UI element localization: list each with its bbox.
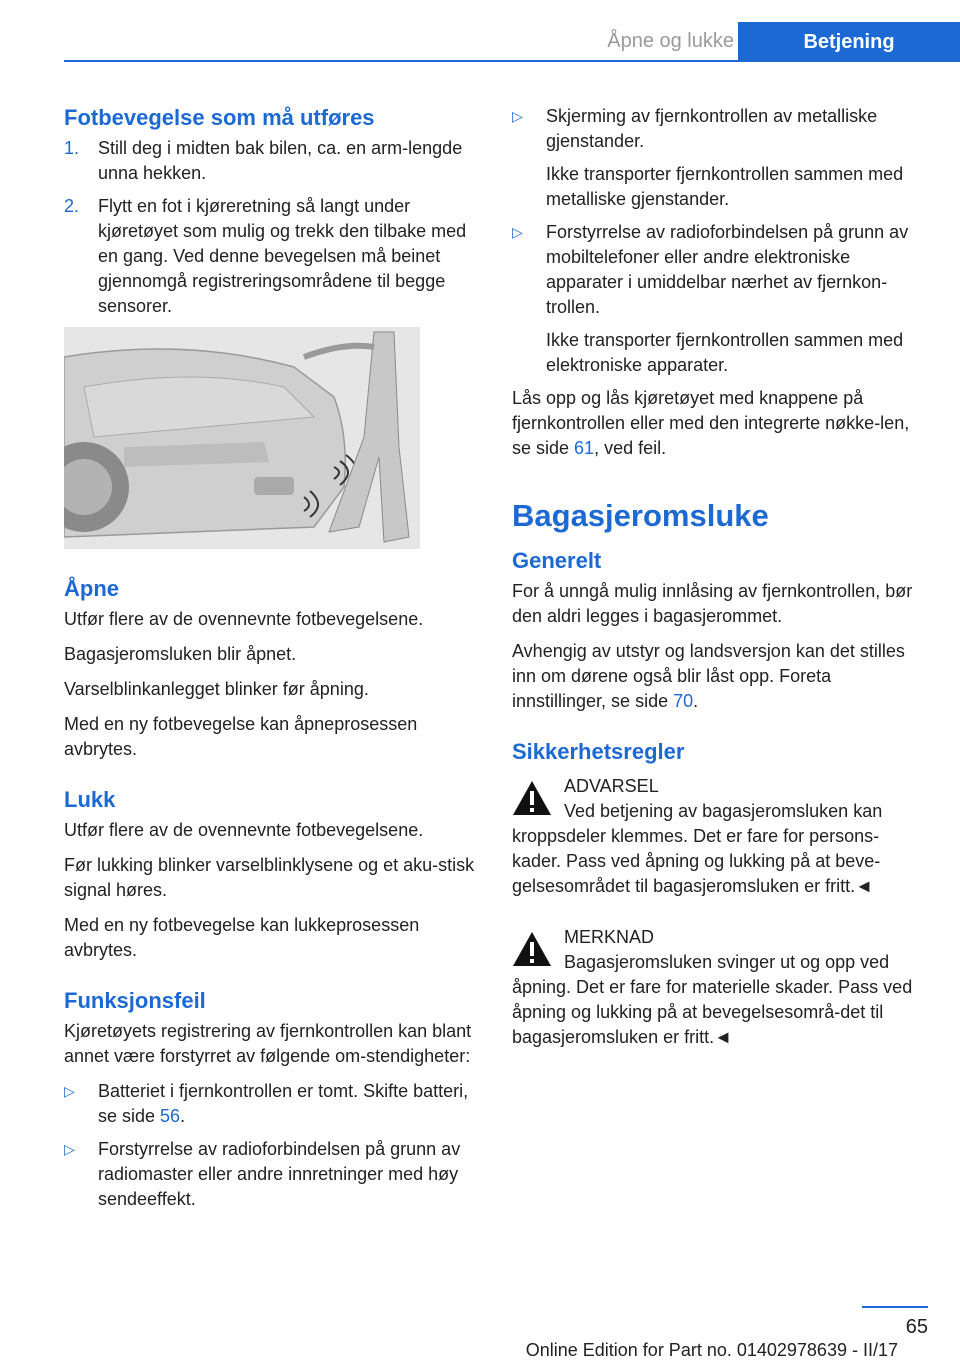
step-number: 1. — [64, 138, 80, 158]
page-number: 65 — [905, 1316, 928, 1338]
bullet-end: . — [180, 1106, 186, 1126]
general-text: Avhengig av utstyr og landsversjon kan det stilles inn om dørene også blir låst opp. Foreta innstillinger, se side — [512, 641, 905, 711]
warning-triangle-icon — [512, 780, 552, 816]
warning-block-1 — [512, 774, 928, 899]
bullet-text: Skjerming av fjernkontrollen av metalliske gjenstander. — [546, 106, 878, 151]
header-rule — [64, 60, 960, 62]
triangle-bullet-icon: ▷ — [512, 108, 523, 124]
safety-title: Sikkerhetsregler — [512, 739, 685, 764]
page-header — [64, 22, 960, 62]
foot-gesture-illustration — [64, 327, 420, 549]
right-column — [512, 104, 928, 1076]
general-title: Generelt — [512, 548, 602, 573]
general-paragraph-1: For å unngå mulig innlåsing av fjernkontrollen, bør den aldri legges i bagasjerommet. — [512, 581, 913, 626]
bullet-subtext: Ikke transporter fjernkontrollen sammen med elektroniske apparater. — [546, 330, 904, 375]
page-link-61[interactable]: 61 — [574, 438, 595, 458]
lock-text: Lås opp og lås kjøretøyet med knappene på fjernkontrollen eller med den integrerte nøkke-len, se side — [512, 388, 910, 458]
open-paragraph-1: Utfør flere av de ovennevnte fotbevegelsene. — [64, 609, 424, 629]
close-paragraph-1: Utfør flere av de ovennevnte fotbevegelsene. — [64, 820, 424, 840]
footer-rule — [862, 1306, 928, 1308]
close-title: Lukk — [64, 787, 116, 812]
fault-title: Funksjonsfeil — [64, 988, 206, 1013]
step-1 — [64, 136, 480, 186]
page-link-56[interactable]: 56 — [160, 1106, 181, 1126]
fault-bullet-1 — [64, 1079, 480, 1129]
fault-bullet-2 — [64, 1137, 480, 1212]
step-text: Still deg i midten bak bilen, ca. en arm-lengde unna hekken. — [98, 138, 463, 183]
bullet-text: Forstyrrelse av radioforbindelsen på grunn av mobiltelefoner eller andre elektroniske apparater i umiddelbar nærhet av fjernkon-trollen. — [546, 222, 909, 317]
main-title: Bagasjeromsluke — [512, 498, 769, 533]
foot-movement-title: Fotbevegelse som må utføres — [64, 105, 375, 130]
bullet-text: Forstyrrelse av radioforbindelsen på grunn av radiomaster eller andre innretninger med høy sendeeffekt. — [98, 1139, 461, 1209]
page-footer — [500, 1306, 928, 1366]
bullet-subtext: Ikke transporter fjernkontrollen sammen med metalliske gjenstander. — [546, 164, 904, 209]
warning-block-2 — [512, 925, 928, 1050]
page-link-70[interactable]: 70 — [673, 691, 694, 711]
step-number: 2. — [64, 196, 80, 216]
close-paragraph-3: Med en ny fotbevegelse kan lukkeprosessen avbrytes. — [64, 915, 420, 960]
open-paragraph-3: Varselblinkanlegget blinker før åpning. — [64, 679, 369, 699]
open-title: Åpne — [64, 576, 119, 601]
car-rear-illustration — [64, 327, 420, 549]
edition-text: Online Edition for Part no. 01402978639 - II/17 — [525, 1340, 898, 1360]
header-chapter-tab: Betjening — [738, 22, 960, 62]
notice-title: MERKNAD — [564, 927, 655, 947]
step-2 — [64, 194, 480, 319]
triangle-bullet-icon: ▷ — [512, 224, 523, 240]
triangle-bullet-icon: ▷ — [64, 1083, 75, 1099]
warning-triangle-icon — [512, 931, 552, 967]
close-paragraph-2: Før lukking blinker varselblinklysene og et aku-stisk signal høres. — [64, 855, 475, 900]
bullet-text: Batteriet i fjernkontrollen er tomt. Skifte batteri, se side — [98, 1081, 469, 1126]
lock-end: , ved feil. — [594, 438, 667, 458]
general-paragraph-2 — [512, 639, 928, 714]
fault-bullet-3 — [512, 104, 928, 212]
open-paragraph-2: Bagasjeromsluken blir åpnet. — [64, 644, 297, 664]
triangle-bullet-icon: ▷ — [64, 1141, 75, 1157]
fault-bullet-4 — [512, 220, 928, 378]
warning-title: ADVARSEL — [564, 776, 659, 796]
open-paragraph-4: Med en ny fotbevegelse kan åpneprosessen avbrytes. — [64, 714, 418, 759]
general-end: . — [693, 691, 699, 711]
header-section: Åpne og lukke — [607, 30, 734, 52]
warning-text: Ved betjening av bagasjeromsluken kan kroppsdeler klemmes. Det er fare for persons-kader. Pass ved åpning og lukking på at beve-gelsesområdet til bagasjeromsluken er fritt.◄ — [512, 801, 883, 896]
left-column — [64, 104, 480, 1220]
step-text: Flytt en fot i kjøreretning så langt under kjøretøyet som mulig og trekk den tilbake med en gang. Ved denne bevegelsen må beinet gjennomgå registreringsområdene til begge sensorer. — [98, 196, 467, 316]
notice-text: Bagasjeromsluken svinger ut og opp ved åpning. Det er fare for materielle skader. Pass ved åpning og lukking på at bevegelsesområ-det til bagasjeromsluken er fritt.◄ — [512, 952, 913, 1047]
lock-paragraph — [512, 386, 928, 461]
fault-intro: Kjøretøyets registrering av fjernkontrollen kan blant annet være forstyrret av følgende om-stendigheter: — [64, 1021, 472, 1066]
